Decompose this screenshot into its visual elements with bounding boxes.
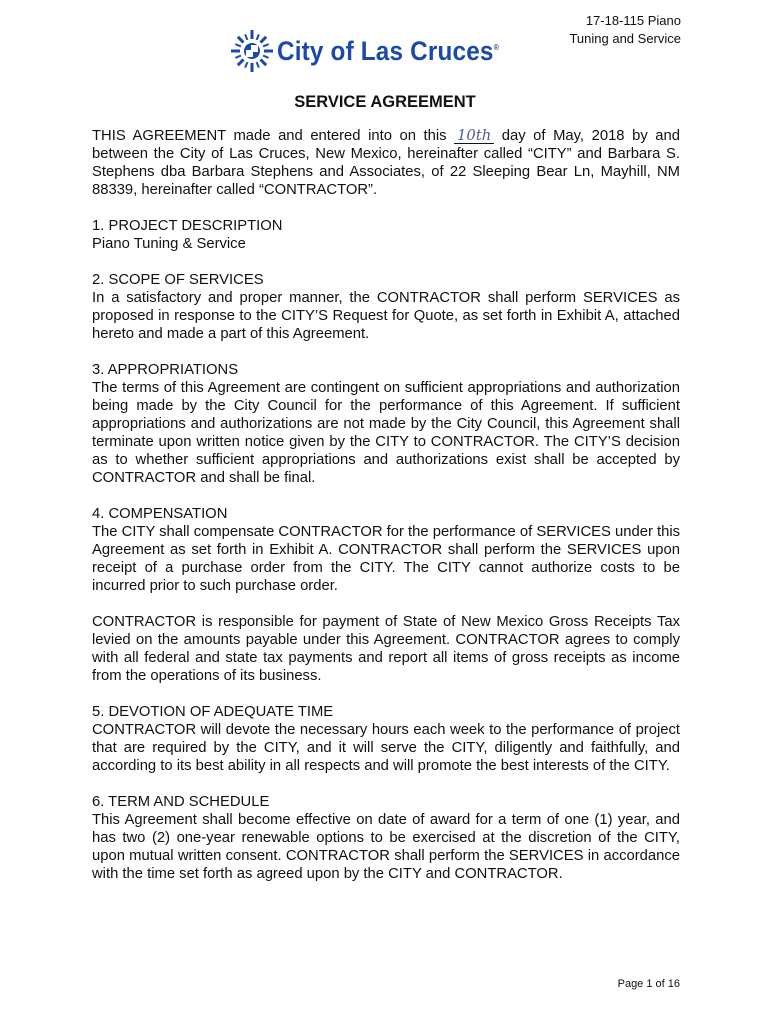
- section-1: [92, 271, 680, 343]
- section-5: [92, 703, 680, 775]
- section-body: CONTRACTOR is responsible for payment of State of New Mexico Gross Receipts Tax levied on the amounts payable under this Agreement. CONTRACTOR agrees to comply with all federal and state tax payments and report all items of gross receipts as income from the operations of its business.: [92, 614, 680, 684]
- section-heading: 3. APPROPRIATIONS: [92, 362, 239, 378]
- city-logo: [229, 28, 524, 74]
- handwritten-day-entry: 10th: [454, 128, 494, 144]
- reference-number: [569, 12, 681, 48]
- agreement-body: [92, 127, 680, 883]
- section-2: [92, 361, 680, 487]
- section-3: [92, 505, 680, 595]
- registered-mark: ®: [493, 42, 500, 52]
- logo-wordmark: City of Las Cruces®: [277, 35, 500, 66]
- section-heading: 5. DEVOTION OF ADEQUATE TIME: [92, 704, 334, 720]
- page-number: Page 1 of 16: [617, 978, 680, 990]
- sun-emblem-icon: [229, 28, 275, 74]
- section-0: [92, 217, 680, 253]
- section-body: In a satisfactory and proper manner, the CONTRACTOR shall perform SERVICES as proposed in response to the CITY’S Request for Quote, as set forth in Exhibit A, attached hereto and made a part of this Agreement.: [92, 290, 680, 342]
- section-body: This Agreement shall become effective on date of award for a term of one (1) year, and has two (2) one-year renewable options to be exercised at the discretion of the CITY, upon mutual written consent. CONTRACTOR shall perform the SERVICES in accordance with the time set forth as agreed upon by the CITY and CONTRACTOR.: [92, 812, 680, 882]
- document-title: SERVICE AGREEMENT: [294, 93, 476, 111]
- reference-line-1: 17-18-115 Piano: [585, 13, 681, 28]
- reference-line-2: Tuning and Service: [569, 31, 681, 46]
- section-heading: 2. SCOPE OF SERVICES: [92, 272, 264, 288]
- section-heading: 4. COMPENSATION: [92, 506, 228, 522]
- section-4: [92, 613, 680, 685]
- section-body: The CITY shall compensate CONTRACTOR for the performance of SERVICES under this Agreement as set forth in Exhibit A. CONTRACTOR shall perform the SERVICES upon receipt of a purchase order from the CITY. The CITY cannot authorize costs to be incurred prior to such purchase order.: [92, 524, 681, 594]
- section-body: Piano Tuning & Service: [92, 236, 246, 252]
- intro-paragraph: THIS AGREEMENT made and entered into on this 10th day of May, 2018 by and between the City of Las Cruces, New Mexico, hereinafter called “CITY” and Barbara S. Stephens dba Barbara Stephens and Associates, of 22 Sleeping Bear Ln, Mayhill, NM 88339, hereinafter called “CONTRACTOR”.: [92, 127, 680, 198]
- section-body: The terms of this Agreement are contingent on sufficient appropriations and authorization being made by the City Council for the performance of this Agreement. If sufficient appropriations and authorizations are not made by the City Council, this Agreement shall terminate upon written notice given by the CITY to CONTRACTOR. The CITY’S decision as to whether sufficient appropriations and authorizations exist shall be accepted by CONTRACTOR and shall be final.: [92, 380, 680, 486]
- section-heading: 1. PROJECT DESCRIPTION: [92, 218, 283, 234]
- section-heading: 6. TERM AND SCHEDULE: [92, 794, 270, 810]
- section-body: CONTRACTOR will devote the necessary hours each week to the performance of project that are required by the CITY, and it will serve the CITY, diligently and faithfully, and according to its best ability in all respects and will promote the best interests of the CITY.: [92, 722, 680, 774]
- section-6: [92, 793, 680, 883]
